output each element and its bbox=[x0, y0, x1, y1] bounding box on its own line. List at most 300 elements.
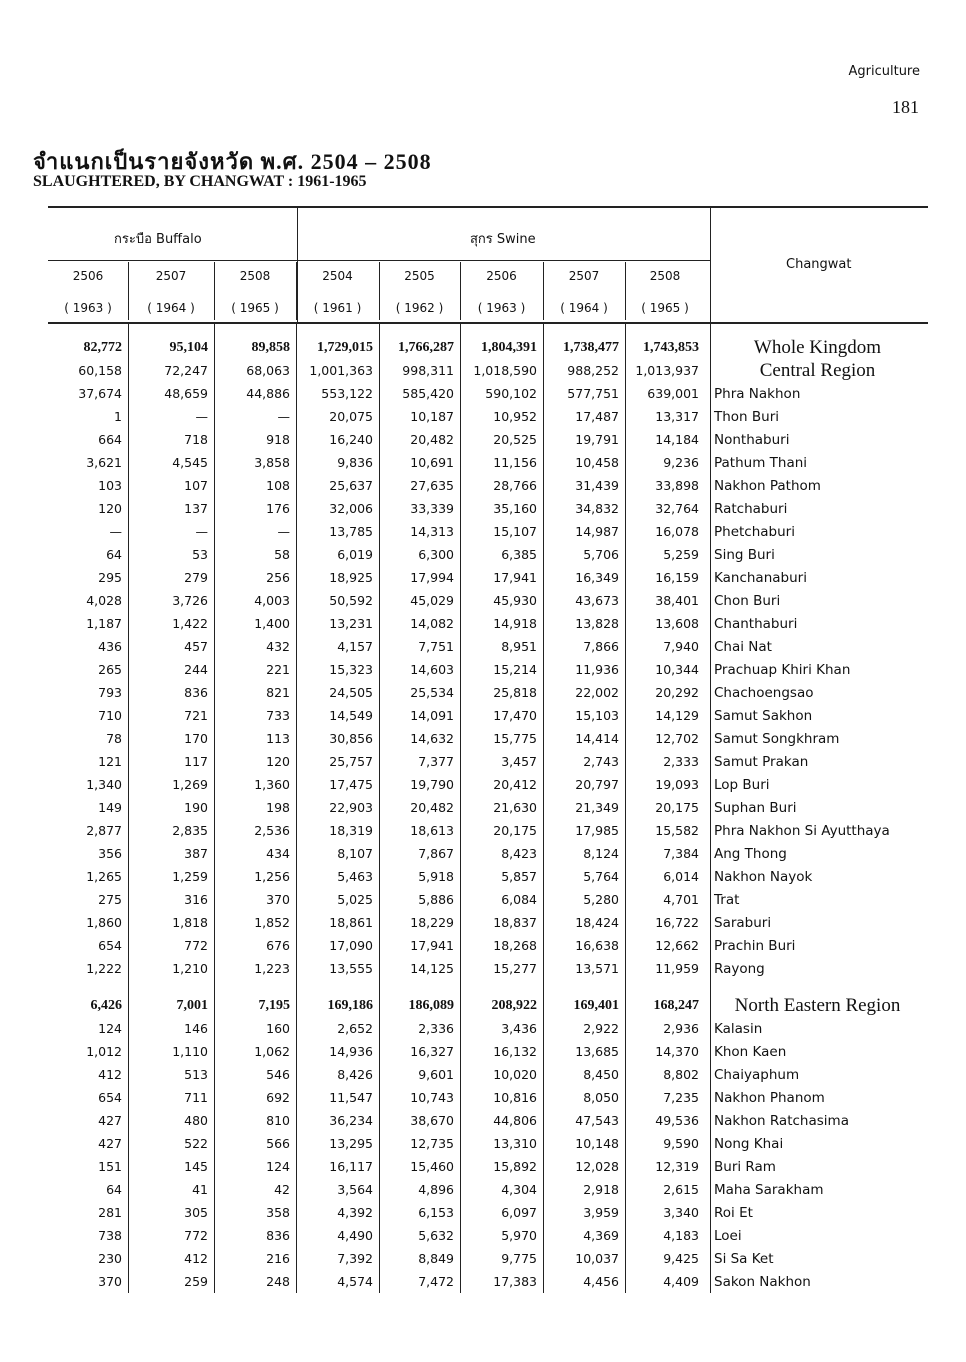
value-cell: 20,412 bbox=[493, 777, 537, 792]
value-cell: 692 bbox=[266, 1090, 290, 1105]
value-cell: 793 bbox=[98, 685, 122, 700]
year-ad-header: ( 1965 ) bbox=[231, 301, 279, 315]
year-be-header: 2505 bbox=[404, 269, 435, 283]
table-row bbox=[48, 888, 930, 911]
value-cell: 1,766,287 bbox=[398, 339, 454, 355]
value-cell: 2,743 bbox=[583, 754, 619, 769]
value-cell: 18,319 bbox=[329, 823, 373, 838]
table-row bbox=[48, 428, 930, 451]
value-cell: 19,093 bbox=[655, 777, 699, 792]
value-cell: 2,536 bbox=[254, 823, 290, 838]
value-cell: 5,764 bbox=[583, 869, 619, 884]
value-cell: 1,852 bbox=[254, 915, 290, 930]
value-cell: — bbox=[109, 524, 122, 539]
table-row bbox=[48, 589, 930, 612]
value-cell: 1,062 bbox=[254, 1044, 290, 1059]
changwat-name: Kalasin bbox=[714, 1020, 763, 1037]
value-cell: — bbox=[277, 409, 290, 424]
value-cell: 44,886 bbox=[246, 386, 290, 401]
value-cell: 8,951 bbox=[501, 639, 537, 654]
column-divider bbox=[128, 322, 129, 1293]
value-cell: 14,125 bbox=[410, 961, 454, 976]
value-cell: 1,013,937 bbox=[635, 363, 699, 378]
changwat-name: Sing Buri bbox=[714, 546, 775, 563]
changwat-name: Nong Khai bbox=[714, 1135, 784, 1152]
value-cell: 1,018,590 bbox=[473, 363, 537, 378]
year-ad-header: ( 1964 ) bbox=[560, 301, 608, 315]
value-cell: 25,757 bbox=[329, 754, 373, 769]
value-cell: 1,400 bbox=[254, 616, 290, 631]
changwat-name: Nakhon Ratchasima bbox=[714, 1112, 849, 1129]
value-cell: 3,457 bbox=[501, 754, 537, 769]
value-cell: 513 bbox=[184, 1067, 208, 1082]
section-label: Agriculture bbox=[848, 64, 920, 79]
value-cell: 7,867 bbox=[418, 846, 454, 861]
value-cell: 68,063 bbox=[246, 363, 290, 378]
changwat-name: Prachuap Khiri Khan bbox=[714, 661, 851, 678]
table-row bbox=[48, 1178, 930, 1201]
table-row bbox=[48, 405, 930, 428]
value-cell: 10,458 bbox=[575, 455, 619, 470]
value-cell: — bbox=[195, 409, 208, 424]
value-cell: 566 bbox=[266, 1136, 290, 1151]
value-cell: 17,941 bbox=[410, 938, 454, 953]
table-row bbox=[48, 842, 930, 865]
value-cell: 546 bbox=[266, 1067, 290, 1082]
value-cell: 12,028 bbox=[575, 1159, 619, 1174]
value-cell: 259 bbox=[184, 1274, 208, 1289]
value-cell: 103 bbox=[98, 478, 122, 493]
value-cell: 244 bbox=[184, 662, 208, 677]
value-cell: 3,959 bbox=[583, 1205, 619, 1220]
value-cell: 33,898 bbox=[655, 478, 699, 493]
value-cell: 146 bbox=[184, 1021, 208, 1036]
value-cell: 18,861 bbox=[329, 915, 373, 930]
value-cell: 13,317 bbox=[655, 409, 699, 424]
value-cell: 5,886 bbox=[418, 892, 454, 907]
year-divider bbox=[625, 262, 626, 320]
value-cell: 18,837 bbox=[493, 915, 537, 930]
value-cell: 19,791 bbox=[575, 432, 619, 447]
slaughter-table bbox=[48, 336, 930, 1293]
value-cell: 13,608 bbox=[655, 616, 699, 631]
changwat-name: Chaiyaphum bbox=[714, 1066, 800, 1083]
value-cell: 13,685 bbox=[575, 1044, 619, 1059]
value-cell: 1,256 bbox=[254, 869, 290, 884]
changwat-name: Phetchaburi bbox=[714, 523, 795, 540]
year-divider bbox=[543, 262, 544, 320]
value-cell: 22,903 bbox=[329, 800, 373, 815]
value-cell: 275 bbox=[98, 892, 122, 907]
value-cell: 9,425 bbox=[663, 1251, 699, 1266]
value-cell: 208,922 bbox=[491, 997, 537, 1013]
value-cell: 998,311 bbox=[402, 363, 454, 378]
value-cell: 137 bbox=[184, 501, 208, 516]
value-cell: 772 bbox=[184, 1228, 208, 1243]
value-cell: 186,089 bbox=[408, 997, 454, 1013]
value-cell: 1,110 bbox=[172, 1044, 208, 1059]
table-row bbox=[48, 1086, 930, 1109]
year-ad-header: ( 1965 ) bbox=[641, 301, 689, 315]
table-row bbox=[48, 750, 930, 773]
value-cell: 230 bbox=[98, 1251, 122, 1266]
value-cell: 11,959 bbox=[655, 961, 699, 976]
table-row bbox=[48, 520, 930, 543]
changwat-name: Chachoengsao bbox=[714, 684, 814, 701]
changwat-name: Si Sa Ket bbox=[714, 1250, 774, 1267]
changwat-name: Phra Nakhon Si Ayutthaya bbox=[714, 822, 890, 839]
value-cell: 35,160 bbox=[493, 501, 537, 516]
value-cell: 190 bbox=[184, 800, 208, 815]
changwat-name: Nakhon Pathom bbox=[714, 477, 821, 494]
value-cell: 4,574 bbox=[337, 1274, 373, 1289]
value-cell: 14,129 bbox=[655, 708, 699, 723]
buffalo-group-label: กระบือ Buffalo bbox=[114, 232, 202, 247]
year-divider bbox=[128, 262, 129, 320]
value-cell: 711 bbox=[184, 1090, 208, 1105]
value-cell: 6,426 bbox=[90, 997, 122, 1013]
value-cell: 676 bbox=[266, 938, 290, 953]
value-cell: 2,922 bbox=[583, 1021, 619, 1036]
value-cell: 16,117 bbox=[329, 1159, 373, 1174]
table-row bbox=[48, 635, 930, 658]
table-title-thai: จำแนกเป็นรายจังหวัด พ.ศ. 2504 – 2508 bbox=[33, 149, 432, 174]
column-divider bbox=[543, 322, 544, 1293]
value-cell: 169,401 bbox=[573, 997, 619, 1013]
changwat-name: Trat bbox=[714, 891, 740, 908]
table-row bbox=[48, 1040, 930, 1063]
changwat-name: Chon Buri bbox=[714, 592, 781, 609]
value-cell: 522 bbox=[184, 1136, 208, 1151]
value-cell: 427 bbox=[98, 1113, 122, 1128]
value-cell: 4,028 bbox=[86, 593, 122, 608]
value-cell: 20,175 bbox=[493, 823, 537, 838]
value-cell: 432 bbox=[266, 639, 290, 654]
value-cell: 38,670 bbox=[410, 1113, 454, 1128]
value-cell: 16,132 bbox=[493, 1044, 537, 1059]
value-cell: 60,158 bbox=[78, 363, 122, 378]
value-cell: 10,743 bbox=[410, 1090, 454, 1105]
value-cell: 151 bbox=[98, 1159, 122, 1174]
value-cell: 14,313 bbox=[410, 524, 454, 539]
value-cell: 2,615 bbox=[663, 1182, 699, 1197]
value-cell: 20,482 bbox=[410, 432, 454, 447]
value-cell: 4,392 bbox=[337, 1205, 373, 1220]
value-cell: 18,229 bbox=[410, 915, 454, 930]
value-cell: 654 bbox=[98, 938, 122, 953]
value-cell: 18,613 bbox=[410, 823, 454, 838]
value-cell: 1,818 bbox=[172, 915, 208, 930]
table-row bbox=[48, 336, 930, 359]
changwat-name: Nakhon Nayok bbox=[714, 868, 813, 885]
value-cell: 34,832 bbox=[575, 501, 619, 516]
value-cell: 16,722 bbox=[655, 915, 699, 930]
changwat-name: Kanchanaburi bbox=[714, 569, 807, 586]
value-cell: 4,157 bbox=[337, 639, 373, 654]
value-cell: 6,014 bbox=[663, 869, 699, 884]
value-cell: — bbox=[277, 524, 290, 539]
table-row bbox=[48, 1224, 930, 1247]
value-cell: 17,994 bbox=[410, 570, 454, 585]
value-cell: 17,470 bbox=[493, 708, 537, 723]
table-top-rule bbox=[48, 206, 928, 208]
value-cell: 4,369 bbox=[583, 1228, 619, 1243]
value-cell: 149 bbox=[98, 800, 122, 815]
column-divider bbox=[625, 322, 626, 1293]
value-cell: 14,987 bbox=[575, 524, 619, 539]
table-row bbox=[48, 451, 930, 474]
value-cell: 13,555 bbox=[329, 961, 373, 976]
value-cell: 1,269 bbox=[172, 777, 208, 792]
value-cell: 50,592 bbox=[329, 593, 373, 608]
value-cell: 12,702 bbox=[655, 731, 699, 746]
value-cell: 3,858 bbox=[254, 455, 290, 470]
value-cell: 7,866 bbox=[583, 639, 619, 654]
value-cell: 9,236 bbox=[663, 455, 699, 470]
table-row bbox=[48, 1063, 930, 1086]
value-cell: 8,849 bbox=[418, 1251, 454, 1266]
value-cell: 821 bbox=[266, 685, 290, 700]
table-row bbox=[48, 727, 930, 750]
value-cell: 169,186 bbox=[327, 997, 373, 1013]
value-cell: 480 bbox=[184, 1113, 208, 1128]
value-cell: 16,327 bbox=[410, 1044, 454, 1059]
value-cell: 3,340 bbox=[663, 1205, 699, 1220]
value-cell: 1,860 bbox=[86, 915, 122, 930]
table-row bbox=[48, 704, 930, 727]
value-cell: 733 bbox=[266, 708, 290, 723]
year-be-header: 2506 bbox=[486, 269, 517, 283]
value-cell: 198 bbox=[266, 800, 290, 815]
value-cell: 95,104 bbox=[169, 339, 208, 355]
value-cell: 434 bbox=[266, 846, 290, 861]
value-cell: 10,148 bbox=[575, 1136, 619, 1151]
value-cell: 387 bbox=[184, 846, 208, 861]
value-cell: 16,159 bbox=[655, 570, 699, 585]
value-cell: 1,223 bbox=[254, 961, 290, 976]
value-cell: 47,543 bbox=[575, 1113, 619, 1128]
year-ad-header: ( 1963 ) bbox=[64, 301, 112, 315]
value-cell: 12,735 bbox=[410, 1136, 454, 1151]
value-cell: 31,439 bbox=[575, 478, 619, 493]
changwat-name: North Eastern Region bbox=[734, 994, 901, 1016]
value-cell: 15,277 bbox=[493, 961, 537, 976]
value-cell: 17,985 bbox=[575, 823, 619, 838]
value-cell: 836 bbox=[184, 685, 208, 700]
column-divider bbox=[214, 322, 215, 1293]
value-cell: 358 bbox=[266, 1205, 290, 1220]
value-cell: 13,828 bbox=[575, 616, 619, 631]
value-cell: 721 bbox=[184, 708, 208, 723]
value-cell: 7,001 bbox=[176, 997, 208, 1013]
swine-group-label: สุกร Swine bbox=[470, 232, 536, 247]
value-cell: 4,545 bbox=[172, 455, 208, 470]
value-cell: 9,836 bbox=[337, 455, 373, 470]
value-cell: 7,940 bbox=[663, 639, 699, 654]
value-cell: 6,019 bbox=[337, 547, 373, 562]
value-cell: 25,818 bbox=[493, 685, 537, 700]
value-cell: 13,295 bbox=[329, 1136, 373, 1151]
value-cell: 108 bbox=[266, 478, 290, 493]
value-cell: 216 bbox=[266, 1251, 290, 1266]
value-cell: 18,424 bbox=[575, 915, 619, 930]
value-cell: 15,323 bbox=[329, 662, 373, 677]
value-cell: 14,918 bbox=[493, 616, 537, 631]
value-cell: 8,124 bbox=[583, 846, 619, 861]
value-cell: 124 bbox=[266, 1159, 290, 1174]
year-divider bbox=[460, 262, 461, 320]
value-cell: 14,082 bbox=[410, 616, 454, 631]
value-cell: 3,726 bbox=[172, 593, 208, 608]
year-ad-header: ( 1963 ) bbox=[477, 301, 526, 315]
year-be-header: 2508 bbox=[649, 269, 681, 283]
value-cell: 4,701 bbox=[663, 892, 699, 907]
value-cell: 412 bbox=[184, 1251, 208, 1266]
changwat-name: Whole Kingdom bbox=[753, 336, 882, 358]
table-row bbox=[48, 1155, 930, 1178]
value-cell: 10,020 bbox=[493, 1067, 537, 1082]
table-row bbox=[48, 1109, 930, 1132]
value-cell: 15,892 bbox=[493, 1159, 537, 1174]
value-cell: 7,472 bbox=[418, 1274, 454, 1289]
value-cell: 11,156 bbox=[493, 455, 537, 470]
value-cell: 45,930 bbox=[493, 593, 537, 608]
value-cell: 11,936 bbox=[575, 662, 619, 677]
value-cell: 7,235 bbox=[663, 1090, 699, 1105]
value-cell: 6,300 bbox=[418, 547, 454, 562]
value-cell: 10,816 bbox=[493, 1090, 537, 1105]
value-cell: 25,534 bbox=[410, 685, 454, 700]
changwat-name: Nakhon Phanom bbox=[714, 1089, 825, 1106]
value-cell: 17,941 bbox=[493, 570, 537, 585]
year-divider bbox=[214, 262, 215, 320]
table-row bbox=[48, 612, 930, 635]
table-row bbox=[48, 773, 930, 796]
value-cell: 19,790 bbox=[410, 777, 454, 792]
value-cell: 8,450 bbox=[583, 1067, 619, 1082]
value-cell: 33,339 bbox=[410, 501, 454, 516]
year-ad-header: ( 1962 ) bbox=[395, 301, 444, 315]
value-cell: 53 bbox=[192, 547, 208, 562]
value-cell: 6,097 bbox=[501, 1205, 537, 1220]
value-cell: 1,265 bbox=[86, 869, 122, 884]
value-cell: 12,319 bbox=[655, 1159, 699, 1174]
value-cell: 316 bbox=[184, 892, 208, 907]
value-cell: 32,006 bbox=[329, 501, 373, 516]
value-cell: 37,674 bbox=[78, 386, 122, 401]
table-row bbox=[48, 658, 930, 681]
table-row bbox=[48, 382, 930, 405]
value-cell: 20,292 bbox=[655, 685, 699, 700]
year-be-header: 2507 bbox=[568, 269, 600, 283]
value-cell: 305 bbox=[184, 1205, 208, 1220]
value-cell: 639,001 bbox=[647, 386, 699, 401]
value-cell: 45,029 bbox=[410, 593, 454, 608]
changwat-name: Roi Et bbox=[714, 1204, 753, 1221]
value-cell: 836 bbox=[266, 1228, 290, 1243]
year-divider bbox=[296, 262, 297, 320]
value-cell: 4,456 bbox=[583, 1274, 619, 1289]
value-cell: 221 bbox=[266, 662, 290, 677]
year-divider bbox=[379, 262, 380, 320]
value-cell: 160 bbox=[266, 1021, 290, 1036]
changwat-name: Buri Ram bbox=[714, 1158, 776, 1175]
value-cell: 1,729,015 bbox=[317, 339, 373, 355]
table-row bbox=[48, 543, 930, 566]
value-cell: 9,601 bbox=[418, 1067, 454, 1082]
value-cell: 5,280 bbox=[583, 892, 619, 907]
value-cell: 710 bbox=[98, 708, 122, 723]
value-cell: 120 bbox=[98, 501, 122, 516]
value-cell: 113 bbox=[266, 731, 290, 746]
value-cell: 13,571 bbox=[575, 961, 619, 976]
changwat-name: Sakon Nakhon bbox=[714, 1273, 811, 1290]
value-cell: 8,426 bbox=[337, 1067, 373, 1082]
changwat-name: Central Region bbox=[759, 359, 876, 381]
value-cell: 772 bbox=[184, 938, 208, 953]
value-cell: 17,487 bbox=[575, 409, 619, 424]
value-cell: 18,925 bbox=[329, 570, 373, 585]
value-cell: 1,743,853 bbox=[643, 339, 699, 355]
year-ad-header: ( 1961 ) bbox=[313, 301, 362, 315]
value-cell: 78 bbox=[106, 731, 122, 746]
value-cell: 170 bbox=[184, 731, 208, 746]
changwat-name: Samut Sakhon bbox=[714, 707, 813, 724]
value-cell: 44,806 bbox=[493, 1113, 537, 1128]
value-cell: 14,414 bbox=[575, 731, 619, 746]
value-cell: 553,122 bbox=[321, 386, 373, 401]
changwat-name: Khon Kaen bbox=[714, 1043, 787, 1060]
table-row bbox=[48, 681, 930, 704]
column-divider bbox=[460, 322, 461, 1293]
value-cell: 42 bbox=[274, 1182, 290, 1197]
value-cell: 4,183 bbox=[663, 1228, 699, 1243]
value-cell: 28,766 bbox=[493, 478, 537, 493]
value-cell: 20,075 bbox=[329, 409, 373, 424]
changwat-name: Lop Buri bbox=[714, 776, 770, 793]
value-cell: 124 bbox=[98, 1021, 122, 1036]
column-divider bbox=[296, 322, 297, 1293]
value-cell: 121 bbox=[98, 754, 122, 769]
value-cell: 117 bbox=[184, 754, 208, 769]
value-cell: 5,463 bbox=[337, 869, 373, 884]
table-row bbox=[48, 359, 930, 382]
changwat-name: Samut Prakan bbox=[714, 753, 809, 770]
value-cell: 436 bbox=[98, 639, 122, 654]
value-cell: 20,525 bbox=[493, 432, 537, 447]
value-cell: 7,384 bbox=[663, 846, 699, 861]
table-row bbox=[48, 1247, 930, 1270]
year-be-header: 2504 bbox=[322, 269, 353, 283]
value-cell: 8,107 bbox=[337, 846, 373, 861]
value-cell: 32,764 bbox=[655, 501, 699, 516]
value-cell: 9,590 bbox=[663, 1136, 699, 1151]
value-cell: 25,637 bbox=[329, 478, 373, 493]
changwat-name: Pathum Thani bbox=[714, 454, 808, 471]
changwat-name: Chai Nat bbox=[714, 638, 772, 655]
changwat-column-header: Changwat bbox=[786, 257, 852, 272]
table-row bbox=[48, 1132, 930, 1155]
value-cell: 2,936 bbox=[663, 1021, 699, 1036]
table-row bbox=[48, 474, 930, 497]
value-cell: 988,252 bbox=[567, 363, 619, 378]
value-cell: 41 bbox=[192, 1182, 208, 1197]
value-cell: 9,775 bbox=[501, 1251, 537, 1266]
value-cell: 20,482 bbox=[410, 800, 454, 815]
table-row bbox=[48, 796, 930, 819]
changwat-name: Thon Buri bbox=[714, 408, 780, 425]
value-cell: 14,632 bbox=[410, 731, 454, 746]
